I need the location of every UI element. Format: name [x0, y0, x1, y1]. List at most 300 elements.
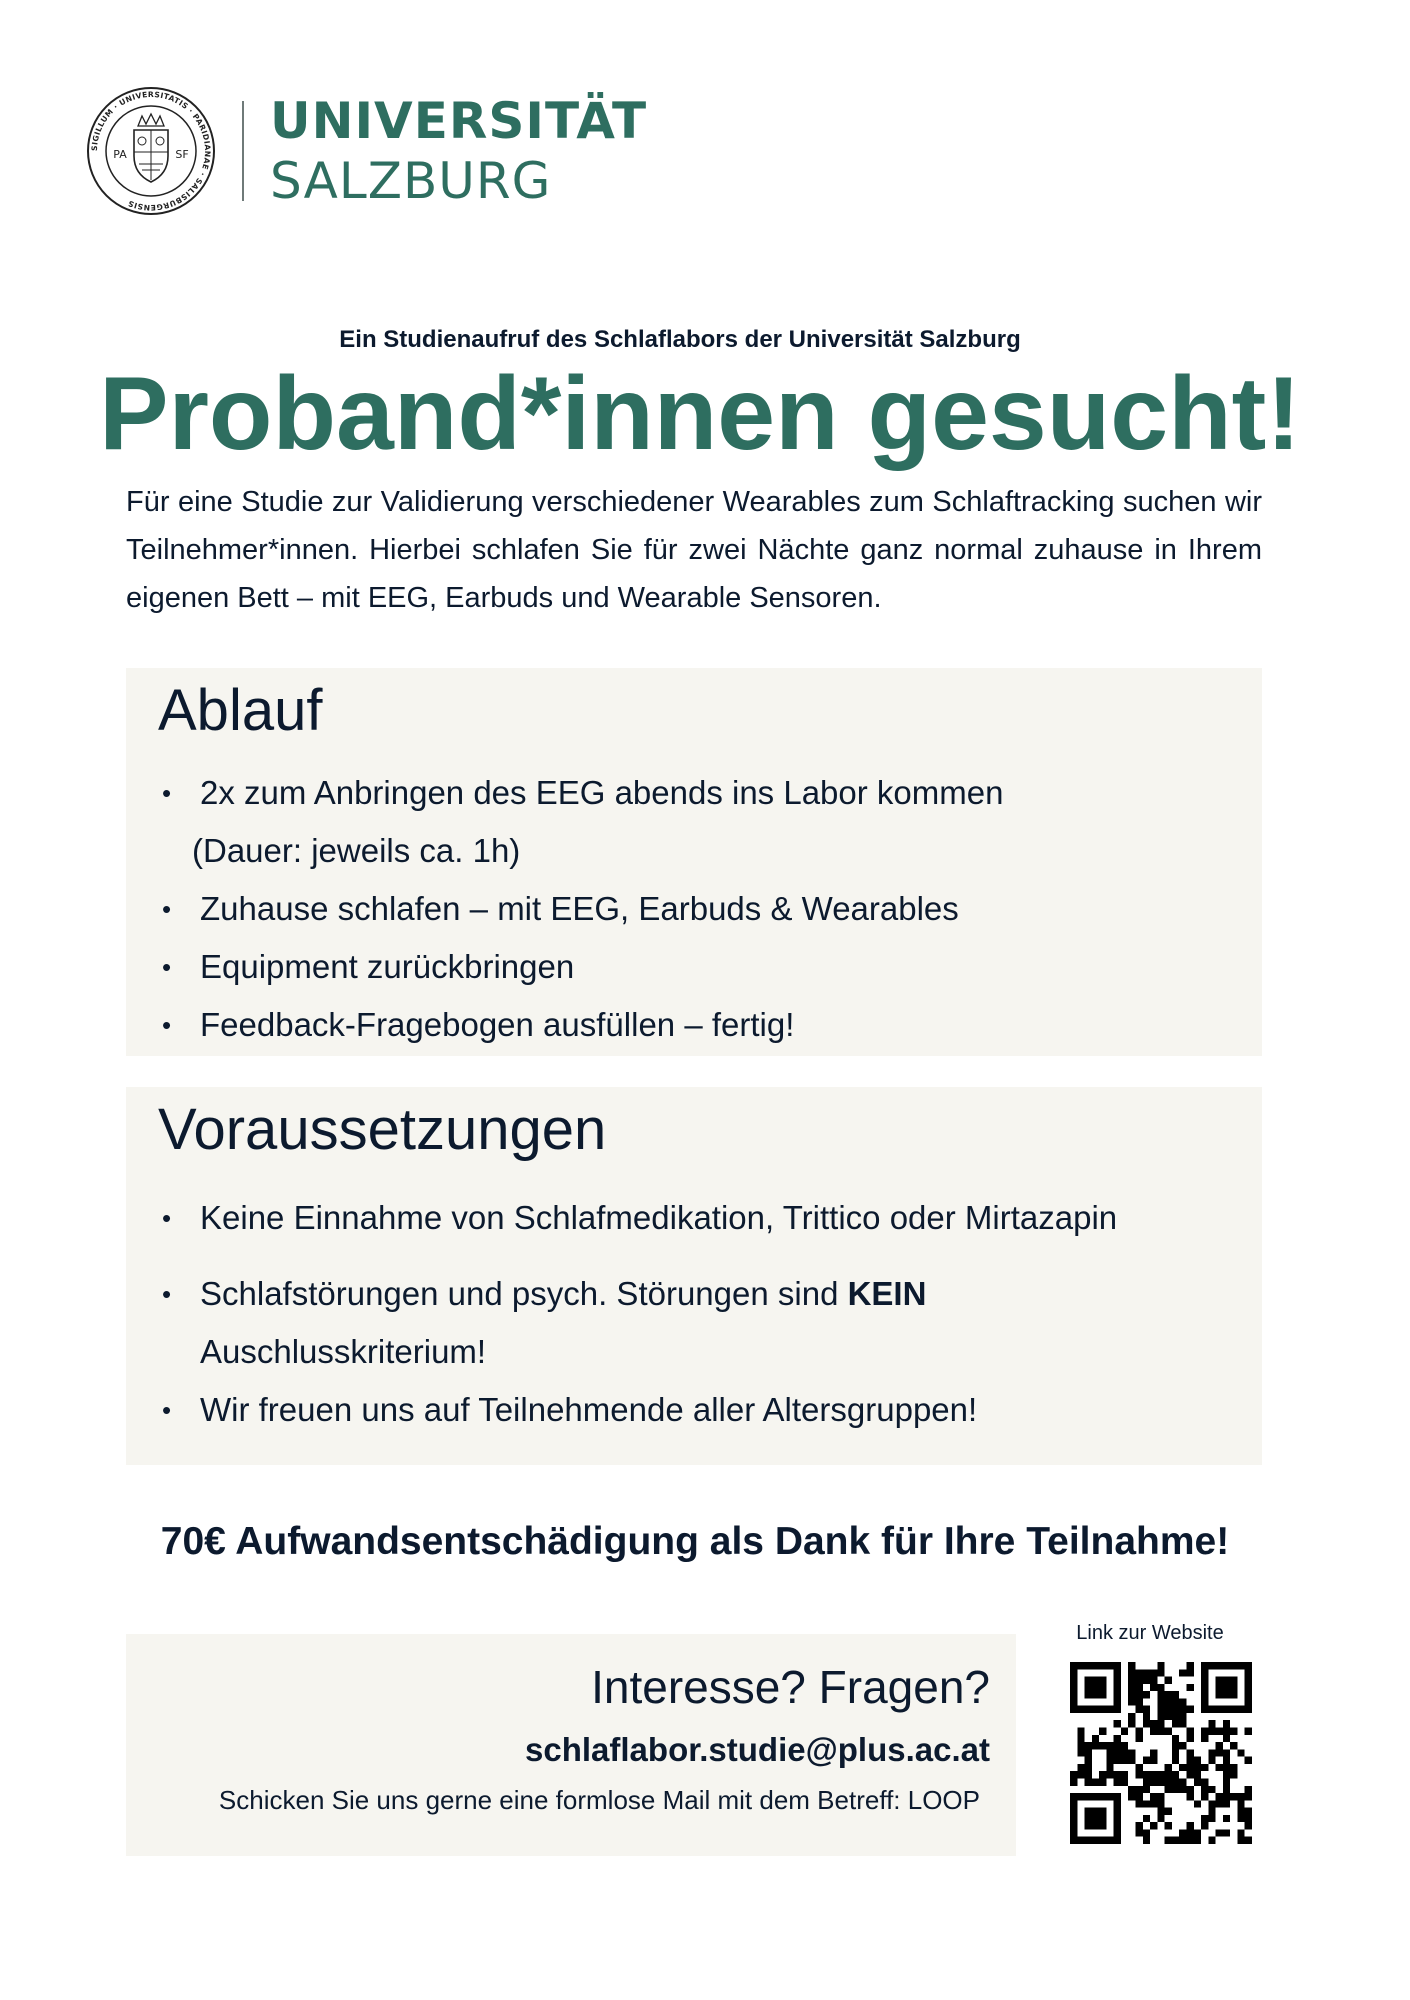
qr-module: [1208, 1706, 1215, 1713]
qr-module: [1085, 1662, 1092, 1669]
qr-module: [1201, 1684, 1208, 1691]
qr-module: [1179, 1713, 1186, 1720]
list-item: [158, 764, 1242, 880]
qr-module: [1077, 1735, 1084, 1742]
qr-module: [1186, 1786, 1193, 1793]
qr-module: [1070, 1815, 1077, 1822]
page-title: Proband*innen gesucht!: [99, 356, 1301, 472]
qr-module: [1245, 1691, 1252, 1698]
qr-module: [1070, 1793, 1077, 1800]
qr-module: [1223, 1735, 1230, 1742]
qr-code-icon[interactable]: [1070, 1662, 1252, 1844]
qr-module: [1070, 1778, 1077, 1785]
qr-module: [1106, 1793, 1113, 1800]
qr-module: [1070, 1698, 1077, 1705]
qr-module: [1172, 1720, 1179, 1727]
qr-module: [1165, 1713, 1172, 1720]
qr-module: [1106, 1837, 1113, 1844]
qr-module: [1172, 1786, 1179, 1793]
qr-module: [1099, 1677, 1106, 1684]
qr-module: [1201, 1786, 1208, 1793]
qr-module: [1172, 1735, 1179, 1742]
qr-module: [1245, 1815, 1252, 1822]
qr-module: [1092, 1662, 1099, 1669]
qr-module: [1223, 1771, 1230, 1778]
qr-module: [1070, 1808, 1077, 1815]
logo-divider: [242, 101, 244, 201]
qr-module: [1186, 1684, 1193, 1691]
qr-module: [1186, 1829, 1193, 1836]
voraussetzungen-title: Voraussetzungen: [158, 1097, 607, 1162]
qr-module: [1245, 1662, 1252, 1669]
qr-module: [1070, 1829, 1077, 1836]
qr-module: [1143, 1720, 1150, 1727]
list-item: [158, 996, 1242, 1054]
contact-question: Interesse? Fragen?: [591, 1661, 990, 1713]
qr-module: [1136, 1771, 1143, 1778]
qr-module: [1150, 1677, 1157, 1684]
qr-module: [1216, 1662, 1223, 1669]
qr-module: [1179, 1742, 1186, 1749]
qr-module: [1230, 1662, 1237, 1669]
qr-module: [1092, 1735, 1099, 1742]
qr-module: [1150, 1800, 1157, 1807]
qr-module: [1157, 1808, 1164, 1815]
qr-module: [1121, 1749, 1128, 1756]
qr-module: [1077, 1764, 1084, 1771]
qr-module: [1165, 1764, 1172, 1771]
qr-module: [1077, 1749, 1084, 1756]
qr-module: [1201, 1793, 1208, 1800]
contact-email-link[interactable]: schlaflabor.studie@plus.ac.at: [525, 1730, 990, 1768]
list-item-subtext: (Dauer: jeweils ca. 1h): [192, 832, 521, 869]
qr-module: [1085, 1684, 1092, 1691]
qr-module: [1245, 1706, 1252, 1713]
qr-module: [1194, 1778, 1201, 1785]
qr-module: [1085, 1793, 1092, 1800]
qr-module: [1077, 1728, 1084, 1735]
qr-module: [1136, 1698, 1143, 1705]
qr-module: [1136, 1822, 1143, 1829]
qr-module: [1070, 1706, 1077, 1713]
qr-module: [1165, 1786, 1172, 1793]
qr-module: [1099, 1728, 1106, 1735]
qr-module: [1128, 1749, 1135, 1756]
qr-module: [1216, 1749, 1223, 1756]
qr-module: [1099, 1793, 1106, 1800]
qr-module: [1128, 1677, 1135, 1684]
qr-module: [1099, 1684, 1106, 1691]
qr-module: [1085, 1706, 1092, 1713]
qr-module: [1237, 1808, 1244, 1815]
qr-module: [1179, 1698, 1186, 1705]
qr-module: [1077, 1706, 1084, 1713]
qr-module: [1157, 1778, 1164, 1785]
qr-module: [1208, 1749, 1215, 1756]
voraussetzungen-section: [126, 1087, 1262, 1465]
qr-module: [1223, 1800, 1230, 1807]
qr-module: [1114, 1735, 1121, 1742]
qr-module: [1143, 1815, 1150, 1822]
qr-module: [1245, 1786, 1252, 1793]
qr-module: [1208, 1720, 1215, 1727]
qr-module: [1172, 1771, 1179, 1778]
qr-module: [1092, 1691, 1099, 1698]
qr-module: [1237, 1829, 1244, 1836]
qr-module: [1099, 1662, 1106, 1669]
qr-module: [1216, 1728, 1223, 1735]
qr-module: [1245, 1669, 1252, 1676]
qr-module: [1077, 1837, 1084, 1844]
qr-module: [1230, 1764, 1237, 1771]
qr-module: [1208, 1757, 1215, 1764]
qr-module: [1237, 1662, 1244, 1669]
qr-module: [1136, 1786, 1143, 1793]
qr-module: [1099, 1837, 1106, 1844]
qr-module: [1230, 1728, 1237, 1735]
contact-box: [126, 1634, 1016, 1856]
qr-module: [1179, 1778, 1186, 1785]
qr-module: [1172, 1757, 1179, 1764]
qr-module: [1194, 1771, 1201, 1778]
qr-module: [1150, 1822, 1157, 1829]
qr-module: [1085, 1778, 1092, 1785]
qr-module: [1201, 1822, 1208, 1829]
qr-module: [1223, 1786, 1230, 1793]
qr-module: [1070, 1822, 1077, 1829]
qr-module: [1070, 1669, 1077, 1676]
reward-line: 70€ Aufwandsentschädigung als Dank für Ihre Teilnahme!: [160, 1520, 1230, 1563]
qr-module: [1114, 1742, 1121, 1749]
qr-module: [1121, 1771, 1128, 1778]
qr-module: [1245, 1837, 1252, 1844]
qr-module: [1099, 1822, 1106, 1829]
list-item-text-continued: Auschlusskriterium!: [200, 1333, 487, 1370]
qr-module: [1085, 1808, 1092, 1815]
qr-module: [1085, 1749, 1092, 1756]
qr-module: [1114, 1829, 1121, 1836]
qr-module: [1201, 1662, 1208, 1669]
qr-module: [1186, 1837, 1193, 1844]
qr-module: [1092, 1822, 1099, 1829]
qr-module: [1157, 1793, 1164, 1800]
qr-module: [1186, 1728, 1193, 1735]
qr-module: [1099, 1742, 1106, 1749]
qr-module: [1230, 1677, 1237, 1684]
qr-module: [1092, 1815, 1099, 1822]
qr-module: [1114, 1662, 1121, 1669]
qr-module: [1179, 1669, 1186, 1676]
qr-module: [1157, 1662, 1164, 1669]
list-item: [158, 1381, 1242, 1439]
qr-module: [1114, 1778, 1121, 1785]
qr-module: [1092, 1706, 1099, 1713]
qr-module: [1201, 1764, 1208, 1771]
qr-label: Link zur Website: [1076, 1622, 1224, 1644]
qr-module: [1150, 1749, 1157, 1756]
qr-module: [1179, 1829, 1186, 1836]
qr-module: [1208, 1786, 1215, 1793]
qr-module: [1143, 1829, 1150, 1836]
qr-module: [1092, 1742, 1099, 1749]
qr-module: [1143, 1669, 1150, 1676]
qr-module: [1136, 1800, 1143, 1807]
qr-module: [1150, 1669, 1157, 1676]
qr-module: [1092, 1684, 1099, 1691]
qr-module: [1186, 1735, 1193, 1742]
qr-module: [1114, 1808, 1121, 1815]
qr-module: [1157, 1800, 1164, 1807]
qr-module: [1208, 1808, 1215, 1815]
qr-module: [1085, 1691, 1092, 1698]
qr-module: [1114, 1757, 1121, 1764]
qr-module: [1128, 1793, 1135, 1800]
qr-module: [1106, 1662, 1113, 1669]
qr-module: [1194, 1800, 1201, 1807]
qr-module: [1099, 1808, 1106, 1815]
qr-module: [1179, 1786, 1186, 1793]
qr-module: [1245, 1757, 1252, 1764]
qr-module: [1223, 1706, 1230, 1713]
qr-module: [1136, 1677, 1143, 1684]
qr-module: [1165, 1691, 1172, 1698]
qr-module: [1099, 1771, 1106, 1778]
list-item-text: 2x zum Anbringen des EEG abends ins Labor kommen: [200, 774, 1004, 811]
qr-module: [1150, 1771, 1157, 1778]
qr-module: [1070, 1684, 1077, 1691]
qr-module: [1223, 1662, 1230, 1669]
qr-module: [1186, 1764, 1193, 1771]
qr-module: [1128, 1662, 1135, 1669]
qr-module: [1165, 1706, 1172, 1713]
qr-module: [1216, 1764, 1223, 1771]
qr-module: [1208, 1837, 1215, 1844]
qr-module: [1114, 1749, 1121, 1756]
qr-module: [1070, 1662, 1077, 1669]
voraussetzungen-list: [158, 1189, 1242, 1439]
list-item: [158, 938, 1242, 996]
qr-module: [1245, 1698, 1252, 1705]
qr-module: [1216, 1793, 1223, 1800]
qr-module: [1201, 1691, 1208, 1698]
qr-module: [1230, 1742, 1237, 1749]
qr-module: [1208, 1728, 1215, 1735]
qr-module: [1099, 1815, 1106, 1822]
qr-module: [1136, 1728, 1143, 1735]
qr-module: [1143, 1691, 1150, 1698]
qr-module: [1186, 1771, 1193, 1778]
qr-module: [1237, 1837, 1244, 1844]
qr-module: [1172, 1749, 1179, 1756]
qr-module: [1114, 1822, 1121, 1829]
qr-module: [1223, 1691, 1230, 1698]
qr-module: [1114, 1793, 1121, 1800]
qr-module: [1114, 1684, 1121, 1691]
qr-module: [1150, 1720, 1157, 1727]
qr-module: [1237, 1749, 1244, 1756]
qr-module: [1143, 1786, 1150, 1793]
qr-module: [1245, 1677, 1252, 1684]
list-item-text: Equipment zurückbringen: [200, 948, 575, 985]
qr-module: [1230, 1706, 1237, 1713]
list-item-text: Keine Einnahme von Schlafmedikation, Trittico oder Mirtazapin: [200, 1199, 1118, 1236]
qr-module: [1085, 1837, 1092, 1844]
qr-module: [1194, 1764, 1201, 1771]
qr-module: [1085, 1771, 1092, 1778]
qr-module: [1223, 1764, 1230, 1771]
seal-ring-text: SIGILLUM · UNIVERSITATIS · PARIDIANAE · SALISBURGENSIS: [89, 89, 213, 213]
qr-module: [1165, 1771, 1172, 1778]
qr-module: [1157, 1669, 1164, 1676]
qr-module: [1092, 1793, 1099, 1800]
list-item-emphasis: KEIN: [847, 1275, 927, 1312]
seal-initials-right: SF: [175, 148, 189, 161]
qr-module: [1143, 1706, 1150, 1713]
qr-module: [1223, 1749, 1230, 1756]
qr-module: [1150, 1793, 1157, 1800]
qr-module: [1230, 1691, 1237, 1698]
qr-module: [1223, 1793, 1230, 1800]
qr-module: [1186, 1669, 1193, 1676]
qr-module: [1128, 1669, 1135, 1676]
qr-module: [1143, 1677, 1150, 1684]
qr-module: [1106, 1764, 1113, 1771]
qr-module: [1165, 1822, 1172, 1829]
qr-module: [1092, 1677, 1099, 1684]
qr-module: [1077, 1662, 1084, 1669]
qr-module: [1106, 1706, 1113, 1713]
qr-module: [1143, 1771, 1150, 1778]
qr-module: [1216, 1829, 1223, 1836]
qr-module: [1172, 1706, 1179, 1713]
qr-module: [1114, 1677, 1121, 1684]
qr-module: [1106, 1757, 1113, 1764]
qr-module: [1128, 1757, 1135, 1764]
qr-module: [1216, 1684, 1223, 1691]
qr-module: [1208, 1815, 1215, 1822]
qr-module: [1172, 1778, 1179, 1785]
list-item-text: Schlafstörungen und psych. Störungen sind: [200, 1275, 848, 1312]
qr-module: [1186, 1757, 1193, 1764]
qr-module: [1128, 1720, 1135, 1727]
qr-module: [1085, 1757, 1092, 1764]
qr-module: [1179, 1720, 1186, 1727]
qr-module: [1099, 1778, 1106, 1785]
logo-line-2: SALZBURG: [270, 152, 552, 210]
qr-module: [1165, 1728, 1172, 1735]
qr-module: [1070, 1677, 1077, 1684]
qr-module: [1085, 1764, 1092, 1771]
qr-module: [1157, 1706, 1164, 1713]
qr-module: [1136, 1706, 1143, 1713]
qr-module: [1157, 1713, 1164, 1720]
qr-module: [1230, 1771, 1237, 1778]
qr-module: [1157, 1815, 1164, 1822]
list-item: [158, 1265, 1242, 1381]
qr-module: [1186, 1793, 1193, 1800]
qr-module: [1114, 1815, 1121, 1822]
qr-module: [1245, 1822, 1252, 1829]
qr-module: [1136, 1735, 1143, 1742]
list-item: [158, 880, 1242, 938]
qr-module: [1106, 1742, 1113, 1749]
qr-module: [1223, 1684, 1230, 1691]
qr-module: [1114, 1691, 1121, 1698]
qr-module: [1099, 1691, 1106, 1698]
qr-module: [1136, 1764, 1143, 1771]
qr-module: [1165, 1837, 1172, 1844]
qr-module: [1121, 1728, 1128, 1735]
qr-module: [1092, 1778, 1099, 1785]
qr-module: [1216, 1800, 1223, 1807]
qr-module: [1114, 1800, 1121, 1807]
qr-module: [1157, 1720, 1164, 1727]
qr-module: [1099, 1706, 1106, 1713]
list-item-text: Feedback-Fragebogen ausfüllen – fertig!: [200, 1006, 795, 1043]
qr-module: [1230, 1793, 1237, 1800]
qr-module: [1136, 1684, 1143, 1691]
qr-module: [1245, 1684, 1252, 1691]
qr-module: [1114, 1720, 1121, 1727]
qr-module: [1172, 1837, 1179, 1844]
ablauf-section: [126, 668, 1262, 1056]
qr-module: [1157, 1684, 1164, 1691]
seal-initials-left: PA: [113, 148, 127, 161]
qr-module: [1208, 1800, 1215, 1807]
qr-module: [1179, 1706, 1186, 1713]
qr-module: [1150, 1778, 1157, 1785]
qr-module: [1165, 1677, 1172, 1684]
qr-module: [1186, 1822, 1193, 1829]
study-kicker: Ein Studienaufruf des Schlaflabors der Universität Salzburg: [339, 326, 1021, 353]
qr-module: [1230, 1684, 1237, 1691]
qr-module: [1136, 1793, 1143, 1800]
qr-module: [1143, 1713, 1150, 1720]
qr-module: [1136, 1829, 1143, 1836]
qr-module: [1223, 1757, 1230, 1764]
qr-module: [1201, 1728, 1208, 1735]
qr-module: [1201, 1706, 1208, 1713]
intro-paragraph: Für eine Studie zur Validierung verschiedener Wearables zum Schlaftracking suchen wir Teilnehmer*innen. Hierbei schlafen Sie für zwei Nächte ganz normal zuhause in Ihrem eigenen Bett – mit EEG, Earbuds und Wearable Sensoren.: [126, 486, 1262, 614]
qr-module: [1172, 1742, 1179, 1749]
qr-module: [1216, 1706, 1223, 1713]
qr-module: [1179, 1837, 1186, 1844]
qr-module: [1114, 1669, 1121, 1676]
qr-module: [1216, 1677, 1223, 1684]
qr-module: [1186, 1749, 1193, 1756]
qr-module: [1194, 1757, 1201, 1764]
qr-module: [1092, 1837, 1099, 1844]
qr-module: [1201, 1815, 1208, 1822]
qr-module: [1143, 1837, 1150, 1844]
qr-module: [1157, 1698, 1164, 1705]
qr-module: [1157, 1728, 1164, 1735]
qr-module: [1172, 1691, 1179, 1698]
qr-module: [1201, 1778, 1208, 1785]
qr-module: [1136, 1669, 1143, 1676]
qr-module: [1165, 1698, 1172, 1705]
qr-module: [1128, 1786, 1135, 1793]
qr-module: [1136, 1691, 1143, 1698]
university-seal-icon: [86, 86, 216, 216]
qr-module: [1128, 1713, 1135, 1720]
qr-module: [1223, 1815, 1230, 1822]
qr-module: [1121, 1757, 1128, 1764]
ablauf-title: Ablauf: [158, 678, 323, 743]
qr-module: [1106, 1749, 1113, 1756]
logo-line-1: UNIVERSITÄT: [270, 92, 648, 150]
ablauf-list: [158, 764, 1242, 1054]
